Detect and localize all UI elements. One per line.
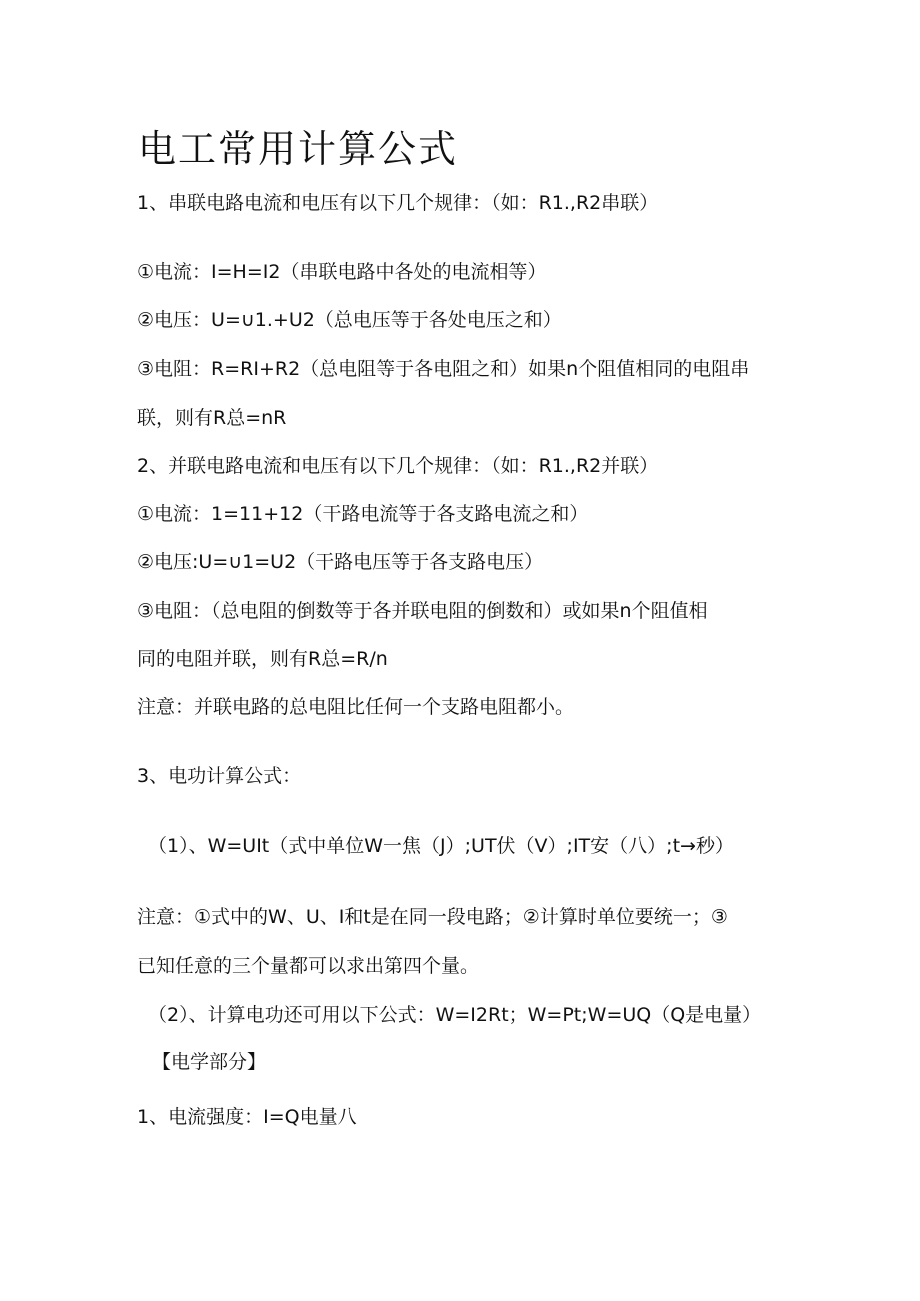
parallel-resistance-rule-cont: 同的电阻并联，则有R总=R/n — [137, 648, 388, 670]
electricity-section-heading: 【电学部分】 — [152, 1051, 267, 1073]
parallel-resistance-rule: ③电阻：（总电阻的倒数等于各并联电阻的倒数和）或如果n个阻值相 — [137, 600, 708, 622]
current-intensity-formula: 1、电流强度：I=Q电量八 — [137, 1106, 357, 1128]
series-resistance-rule-cont: 联，则有R总=nR — [137, 407, 287, 429]
parallel-voltage-rule: ②电压:U=∪1=U2（干路电压等于各支路电压） — [137, 551, 544, 573]
series-current-rule: ①电流：I=H=I2（串联电路中各处的电流相等） — [137, 261, 547, 283]
parallel-current-rule: ①电流：1=11+12（干路电流等于各支路电流之和） — [137, 503, 589, 525]
parallel-note: 注意：并联电路的总电阻比任何一个支路电阻都小。 — [137, 696, 575, 718]
series-resistance-rule: ③电阻：R=RI+R2（总电阻等于各电阻之和）如果n个阻值相同的电阻串 — [137, 358, 750, 380]
series-circuit-heading: 1、串联电路电流和电压有以下几个规律：（如：R1.,R2串联） — [137, 192, 659, 214]
work-formula-2: （2）、计算电功还可用以下公式：W=I2Rt；W=Pt;W=UQ（Q是电量） — [148, 1004, 762, 1026]
parallel-circuit-heading: 2、并联电路电流和电压有以下几个规律：（如：R1.,R2并联） — [137, 455, 659, 477]
work-note: 注意：①式中的W、U、I和t是在同一段电路；②计算时单位要统一；③ — [137, 906, 728, 928]
series-voltage-rule: ②电压：U=∪1.+U2（总电压等于各处电压之和） — [137, 309, 562, 331]
work-note-cont: 已知任意的三个量都可以求出第四个量。 — [137, 955, 480, 977]
work-formula-1: （1）、W=UIt（式中单位W一焦（J）;UT伏（V）;IT安（八）;t→秒） — [148, 835, 734, 857]
work-formula-heading: 3、电功计算公式： — [137, 765, 302, 787]
document-title: 电工常用计算公式 — [138, 127, 459, 171]
